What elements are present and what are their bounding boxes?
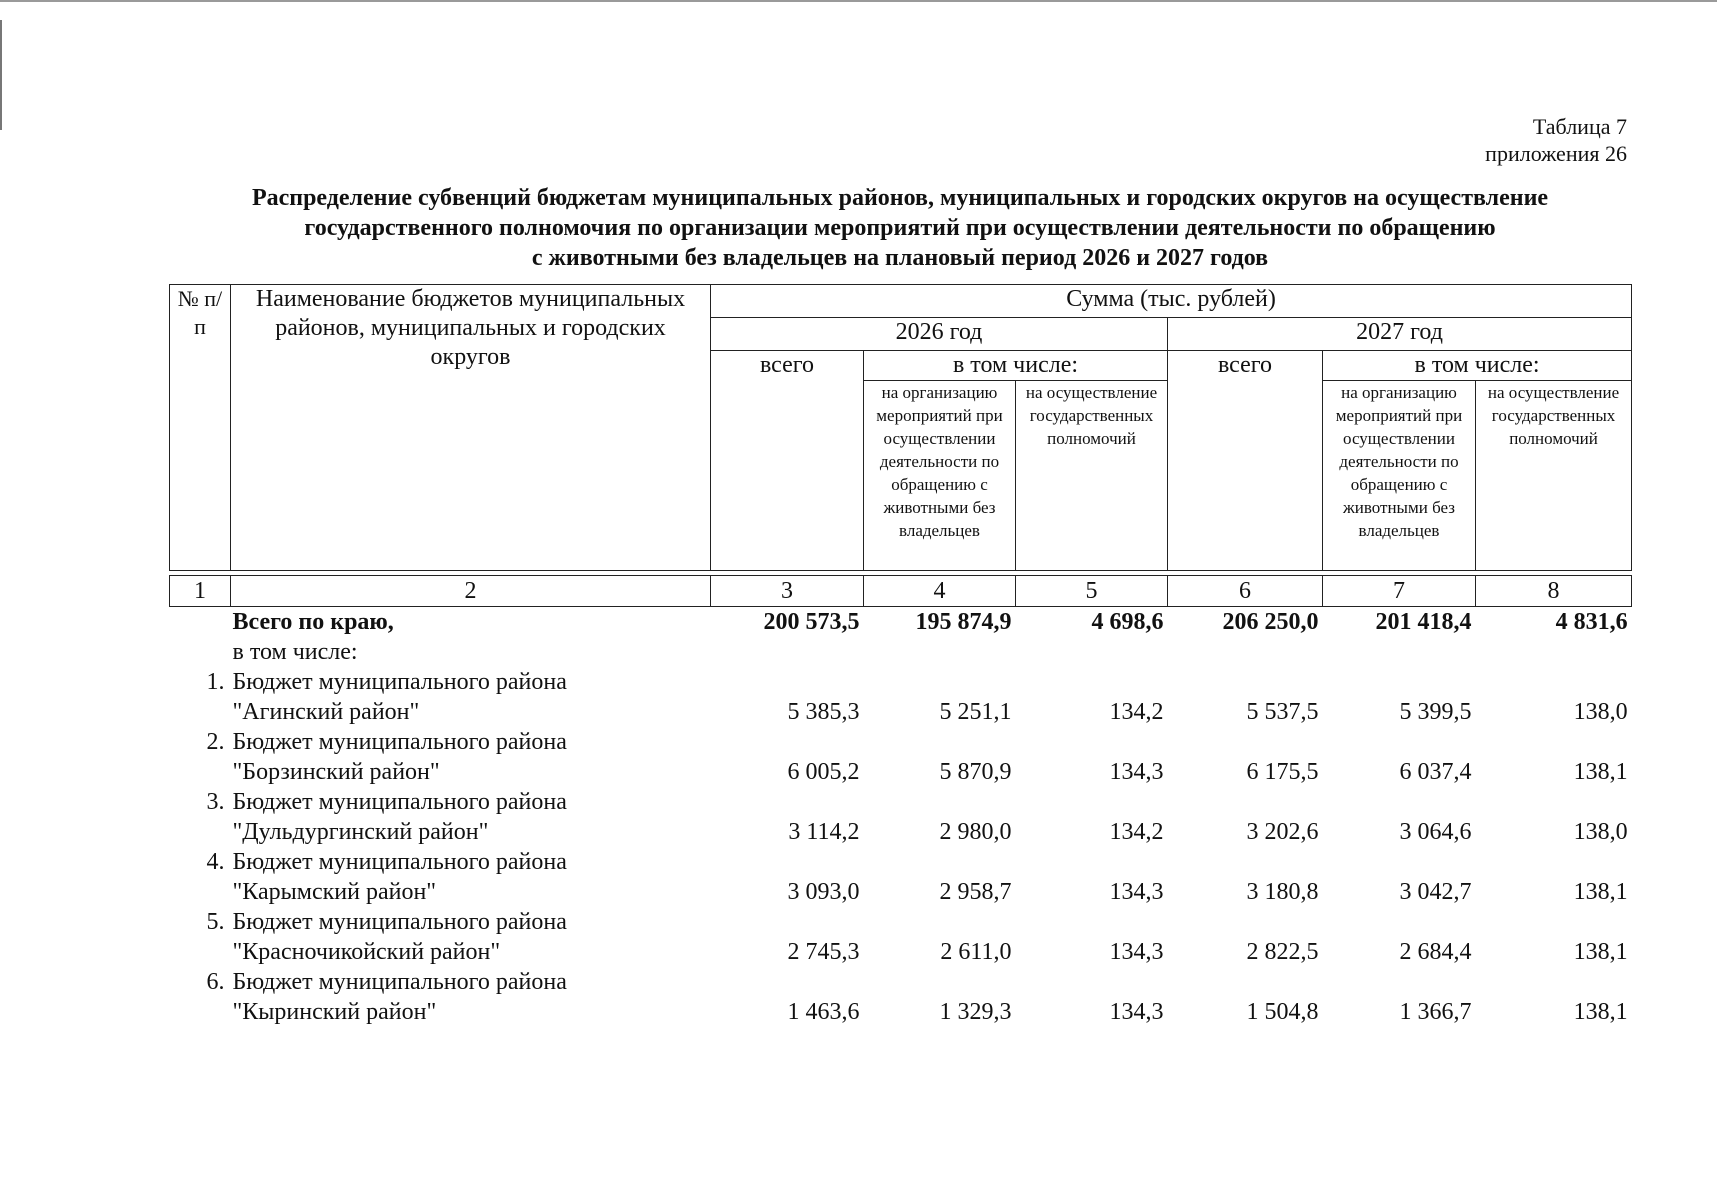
header-col-number: № п/п — [170, 285, 231, 571]
row-value: 5 870,9 — [939, 759, 1012, 785]
total-label: Всего по краю, — [232, 609, 394, 635]
column-number: 6 — [1168, 576, 1323, 607]
table-row-values — [170, 997, 1632, 1027]
title-line-1: Распределение субвенций бюджетам муниципальных районов, муниципальных и городских округов на осуществление — [251, 185, 1549, 211]
row-value: 2 958,7 — [939, 879, 1012, 905]
column-number: 1 — [170, 576, 231, 607]
row-name-line2: "Борзинский район" — [232, 759, 440, 785]
row-value: 2 745,3 — [787, 939, 860, 965]
row-name-line2: "Красночикойский район" — [232, 939, 501, 965]
row-value: 3 093,0 — [787, 879, 860, 905]
row-index: 5. — [206, 909, 225, 935]
including-label: в том числе: — [232, 639, 358, 665]
document-title — [120, 183, 1680, 273]
row-value: 2 822,5 — [1246, 939, 1319, 965]
total-value: 195 874,9 — [915, 609, 1012, 635]
row-value: 5 399,5 — [1399, 699, 1472, 725]
row-value: 134,2 — [1109, 699, 1164, 725]
total-value: 4 831,6 — [1555, 609, 1628, 635]
row-value: 6 175,5 — [1246, 759, 1319, 785]
row-value: 134,3 — [1109, 759, 1164, 785]
including-row — [170, 637, 1632, 667]
row-name-line2: "Дульдургинский район" — [232, 819, 489, 845]
row-value: 1 366,7 — [1399, 999, 1472, 1025]
table-row — [170, 727, 1632, 757]
row-value: 5 251,1 — [939, 699, 1012, 725]
row-name-line1: Бюджет муниципального района — [232, 849, 567, 875]
table-row — [170, 667, 1632, 697]
scan-top-edge — [0, 0, 1717, 2]
header-year-2026: 2026 год — [711, 318, 1168, 351]
title-line-2: государственного полномочия по организации мероприятий при осуществлении деятельности по обращению — [304, 215, 1496, 241]
subventions-table — [169, 284, 1632, 1027]
row-name-line1: Бюджет муниципального района — [232, 969, 567, 995]
row-value: 134,3 — [1109, 999, 1164, 1025]
row-value: 5 385,3 — [787, 699, 860, 725]
row-value: 2 684,4 — [1399, 939, 1472, 965]
header-year-2027: 2027 год — [1168, 318, 1632, 351]
row-value: 138,1 — [1573, 879, 1628, 905]
row-name-line1: Бюджет муниципального района — [232, 729, 567, 755]
row-value: 138,1 — [1573, 759, 1628, 785]
row-index: 1. — [206, 669, 225, 695]
row-value: 2 980,0 — [939, 819, 1012, 845]
row-name-line2: "Кыринский район" — [232, 999, 437, 1025]
column-number: 4 — [864, 576, 1016, 607]
row-value: 3 202,6 — [1246, 819, 1319, 845]
row-value: 3 042,7 — [1399, 879, 1472, 905]
table-row — [170, 967, 1632, 997]
row-index: 6. — [206, 969, 225, 995]
header-total-2026: всего — [711, 351, 864, 571]
row-value: 134,2 — [1109, 819, 1164, 845]
row-value: 2 611,0 — [940, 939, 1012, 965]
title-line-3: с животными без владельцев на плановый период 2026 и 2027 годов — [531, 245, 1269, 271]
column-numbers-row — [170, 576, 1632, 607]
row-name-line1: Бюджет муниципального района — [232, 789, 567, 815]
row-value: 138,0 — [1573, 699, 1628, 725]
column-number: 2 — [231, 576, 711, 607]
row-value: 6 005,2 — [787, 759, 860, 785]
table-row-values — [170, 937, 1632, 967]
total-value: 4 698,6 — [1091, 609, 1164, 635]
table-row-values — [170, 817, 1632, 847]
column-number: 3 — [711, 576, 864, 607]
row-index: 4. — [206, 849, 225, 875]
table-number: Таблица 7 — [1532, 114, 1627, 139]
row-value: 1 504,8 — [1246, 999, 1319, 1025]
row-name-line1: Бюджет муниципального района — [232, 669, 567, 695]
total-value: 201 418,4 — [1375, 609, 1472, 635]
table-row — [170, 787, 1632, 817]
row-value: 138,1 — [1573, 999, 1628, 1025]
appendix-number: приложения 26 — [1485, 141, 1627, 166]
table-row — [170, 847, 1632, 877]
table-row-values — [170, 697, 1632, 727]
row-value: 5 537,5 — [1246, 699, 1319, 725]
row-index: 3. — [206, 789, 225, 815]
scan-left-edge — [0, 20, 2, 130]
table-row — [170, 907, 1632, 937]
table-row-values — [170, 757, 1632, 787]
row-value: 134,3 — [1109, 939, 1164, 965]
row-value: 3 114,2 — [788, 819, 860, 845]
row-value: 138,1 — [1573, 939, 1628, 965]
header-organization-2027: на организацию мероприятий при осуществлении деятельности по обращению с животными без владельцев — [1323, 381, 1476, 571]
total-row — [170, 607, 1632, 638]
row-value: 1 329,3 — [939, 999, 1012, 1025]
header-col-name: Наименование бюджетов муниципальных районов, муниципальных и городских округов — [231, 285, 711, 571]
row-name-line1: Бюджет муниципального района — [232, 909, 567, 935]
table-row-values — [170, 877, 1632, 907]
total-value: 200 573,5 — [763, 609, 860, 635]
table-reference — [1485, 113, 1627, 167]
header-state-powers-2026: на осуществление государственных полномочий — [1016, 381, 1168, 571]
row-value: 138,0 — [1573, 819, 1628, 845]
row-value: 1 463,6 — [787, 999, 860, 1025]
column-number: 8 — [1476, 576, 1632, 607]
row-name-line2: "Агинский район" — [232, 699, 420, 725]
row-value: 3 180,8 — [1246, 879, 1319, 905]
row-index: 2. — [206, 729, 225, 755]
total-value: 206 250,0 — [1222, 609, 1319, 635]
header-including-2026: в том числе: — [864, 351, 1168, 381]
row-name-line2: "Карымский район" — [232, 879, 437, 905]
row-value: 3 064,6 — [1399, 819, 1472, 845]
header-total-2027: всего — [1168, 351, 1323, 571]
header-organization-2026: на организацию мероприятий при осуществлении деятельности по обращению с животными без владельцев — [864, 381, 1016, 571]
column-number: 7 — [1323, 576, 1476, 607]
header-including-2027: в том числе: — [1323, 351, 1632, 381]
header-state-powers-2027: на осуществление государственных полномочий — [1476, 381, 1632, 571]
row-value: 134,3 — [1109, 879, 1164, 905]
row-value: 6 037,4 — [1399, 759, 1472, 785]
column-number: 5 — [1016, 576, 1168, 607]
header-sum: Сумма (тыс. рублей) — [711, 285, 1632, 318]
